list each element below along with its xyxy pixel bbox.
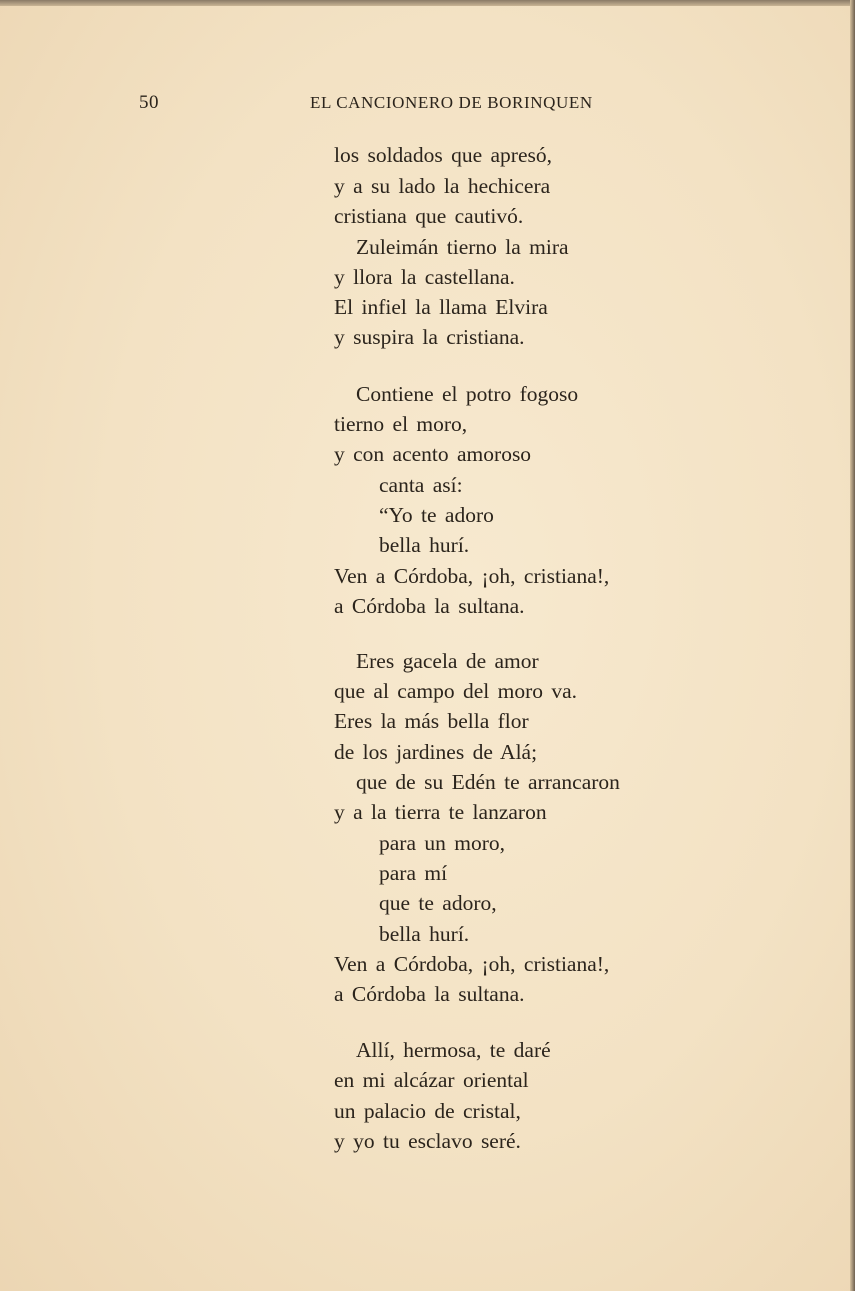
poem-line: y con acento amoroso: [334, 442, 532, 466]
page-top-edge: [0, 0, 855, 6]
poem-line: a Córdoba la sultana.: [334, 982, 525, 1006]
poem-line: Zuleimán tierno la mira: [356, 235, 569, 259]
poem-line: bella hurí.: [379, 533, 470, 557]
poem-line: de los jardines de Alá;: [334, 740, 538, 764]
poem-line: Contiene el potro fogoso: [356, 382, 579, 406]
poem-line: tierno el moro,: [334, 412, 468, 436]
poem-line: que de su Edén te arrancaron: [356, 770, 620, 794]
poem-line: Eres la más bella flor: [334, 709, 529, 733]
poem-line: y llora la castellana.: [334, 265, 515, 289]
running-title: EL CANCIONERO DE BORINQUEN: [310, 93, 593, 112]
poem-line: en mi alcázar oriental: [334, 1068, 529, 1092]
poem-line: los soldados que apresó,: [334, 143, 552, 167]
poem-line: y suspira la cristiana.: [334, 325, 525, 349]
poem-line: Ven a Córdoba, ¡oh, cristiana!,: [334, 564, 610, 588]
poem-line: que te adoro,: [379, 891, 497, 915]
poem-line: y a la tierra te lanzaron: [334, 800, 547, 824]
poem-line: canta así:: [379, 473, 463, 497]
poem-line: a Córdoba la sultana.: [334, 594, 525, 618]
poem-line: bella hurí.: [379, 922, 470, 946]
page-number: 50: [139, 92, 159, 113]
poem-line: “Yo te adoro: [379, 503, 494, 527]
poem-line: Ven a Córdoba, ¡oh, cristiana!,: [334, 952, 610, 976]
page-right-edge: [850, 0, 855, 1291]
poem-line: Eres gacela de amor: [356, 649, 539, 673]
poem-line: para un moro,: [379, 831, 506, 855]
poem-line: Allí, hermosa, te daré: [356, 1038, 551, 1062]
poem-line: cristiana que cautivó.: [334, 204, 524, 228]
poem-line: y yo tu esclavo seré.: [334, 1129, 521, 1153]
poem-line: que al campo del moro va.: [334, 679, 578, 703]
poem-line: un palacio de cristal,: [334, 1099, 521, 1123]
poem-line: para mí: [379, 861, 448, 885]
poem-line: y a su lado la hechicera: [334, 174, 551, 198]
poem-line: El infiel la llama Elvira: [334, 295, 548, 319]
